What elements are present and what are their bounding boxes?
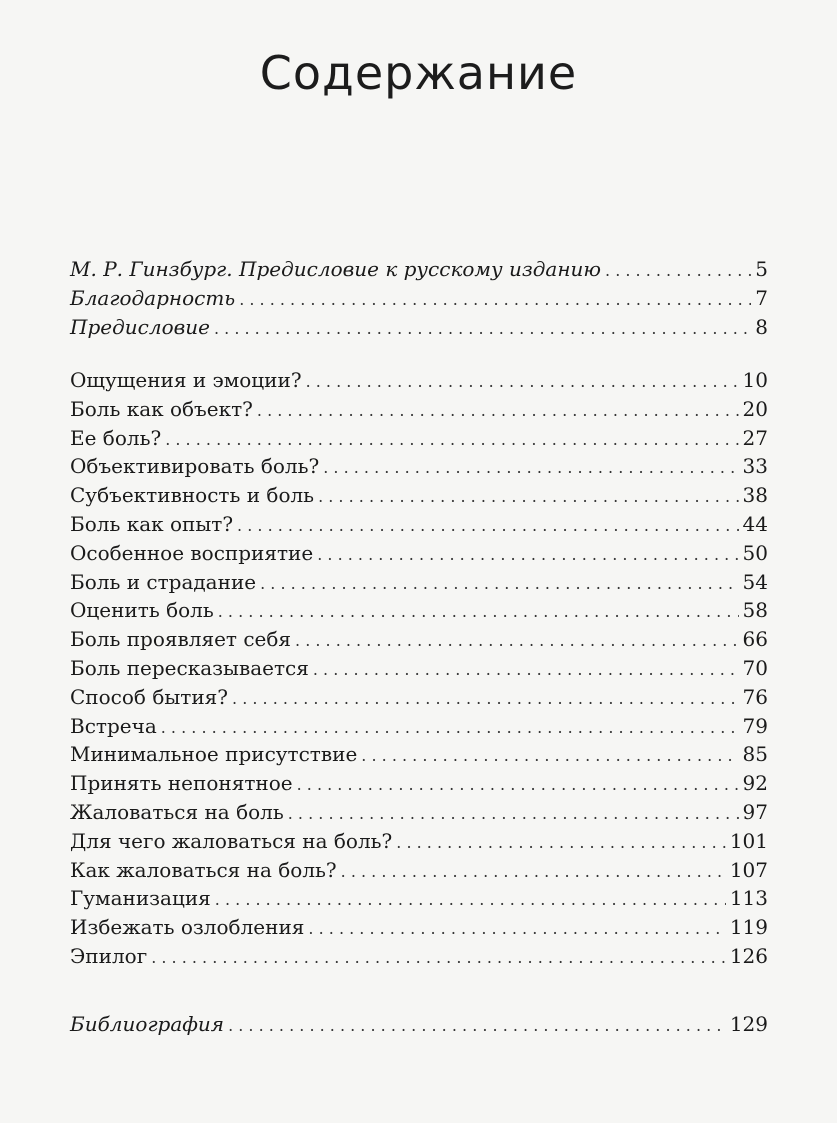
toc-entry-page-number: 101	[729, 828, 768, 853]
toc-entry	[70, 568, 768, 597]
toc-entry-page-number: 33	[742, 454, 768, 479]
toc-entry-title: Ее боль?	[70, 425, 162, 450]
toc-entry-page-number: 76	[742, 684, 768, 709]
toc-entry	[70, 884, 768, 913]
toc-entry-title: Боль и страдание	[70, 569, 257, 594]
dot-leader	[318, 481, 738, 512]
toc-entry-title: Избежать озлобления	[70, 915, 305, 940]
toc-entry	[70, 798, 768, 827]
dot-leader	[232, 683, 739, 714]
toc-entry-title: Боль как опыт?	[70, 511, 234, 536]
toc-entry-page-number: 92	[742, 771, 768, 796]
toc-entry-title: Способ бытия?	[70, 684, 229, 709]
toc-entry-title: Боль проявляет себя	[70, 627, 292, 652]
toc-entry	[70, 942, 768, 971]
dot-leader	[341, 856, 726, 887]
dot-leader	[215, 884, 726, 915]
dot-leader	[361, 740, 738, 771]
toc-entry	[70, 1010, 768, 1039]
toc-entry-title: Субъективность и боль	[70, 483, 315, 508]
dot-leader	[323, 452, 738, 483]
toc-entry-title: Для чего жаловаться на боль?	[70, 828, 393, 853]
toc-entry-page-number: 54	[742, 569, 768, 594]
toc-entry	[70, 481, 768, 510]
toc-entry-page-number: 38	[742, 483, 768, 508]
toc-entry	[70, 395, 768, 424]
toc-entry	[70, 284, 768, 313]
dot-leader	[237, 510, 739, 541]
front-matter-list	[70, 255, 768, 341]
toc-entry-title: Особенное восприятие	[70, 540, 314, 565]
dot-leader	[239, 284, 751, 315]
toc-entry	[70, 683, 768, 712]
toc-entry	[70, 712, 768, 741]
toc-entry-title: Эпилог	[70, 943, 148, 968]
toc-entry-page-number: 5	[755, 257, 768, 281]
toc-entry	[70, 366, 768, 395]
toc-entry-title: Встреча	[70, 713, 157, 738]
toc-entry-page-number: 50	[742, 540, 768, 565]
toc-entry-page-number: 97	[742, 799, 768, 824]
dot-leader	[313, 654, 739, 685]
dot-leader	[297, 769, 739, 800]
toc-entry-page-number: 129	[729, 1012, 768, 1036]
toc-entry	[70, 625, 768, 654]
toc-entry-title: Библиография	[70, 1012, 225, 1036]
toc-entry	[70, 539, 768, 568]
toc-entry	[70, 424, 768, 453]
toc-entry-title: Минимальное присутствие	[70, 742, 358, 767]
toc-entry-title: Объективировать боль?	[70, 454, 320, 479]
toc-entry	[70, 654, 768, 683]
toc-entry	[70, 596, 768, 625]
toc-entry-title: Предисловие	[70, 314, 210, 339]
dot-leader	[218, 596, 739, 627]
toc-entry-page-number: 107	[729, 857, 768, 882]
toc-entry-title: М. Р. Гинзбург. Предисловие к русскому изданию	[70, 257, 602, 281]
dot-leader	[605, 255, 751, 286]
toc-entry-page-number: 20	[742, 396, 768, 421]
dot-leader	[317, 539, 738, 570]
toc-entry	[70, 856, 768, 885]
toc-entry	[70, 255, 768, 284]
toc-entry-title: Благодарность	[70, 285, 236, 310]
back-matter-list	[70, 1010, 768, 1039]
toc-entry	[70, 827, 768, 856]
toc-entry-page-number: 27	[742, 425, 768, 450]
toc-entry-title: Как жаловаться на боль?	[70, 857, 337, 882]
toc-entry	[70, 452, 768, 481]
dot-leader	[306, 366, 739, 397]
toc-entry-title: Оценить боль	[70, 598, 214, 623]
toc-entry-page-number: 79	[742, 713, 768, 738]
dot-leader	[308, 913, 725, 944]
toc-entry-title: Боль пересказывается	[70, 655, 309, 680]
toc-entry-title: Жаловаться на боль	[70, 799, 284, 824]
toc-entry-title: Ощущения и эмоции?	[70, 368, 302, 392]
toc-entry-page-number: 85	[742, 742, 768, 767]
toc-entry	[70, 510, 768, 539]
toc-entry-page-number: 70	[742, 655, 768, 680]
dot-leader	[288, 798, 739, 829]
toc-entry-page-number: 113	[729, 886, 768, 911]
toc-entry-title: Принять непонятное	[70, 771, 293, 796]
toc-entry	[70, 740, 768, 769]
dot-leader	[257, 395, 739, 426]
toc-entry-page-number: 58	[742, 598, 768, 623]
toc-entry-page-number: 119	[729, 915, 768, 940]
dot-leader	[161, 712, 739, 743]
toc-entry-page-number: 44	[742, 511, 768, 536]
toc-entry-page-number: 126	[729, 943, 768, 968]
toc-entry-title: Боль как объект?	[70, 396, 253, 421]
dot-leader	[396, 827, 726, 858]
dot-leader	[165, 424, 738, 455]
page-title: Содержание	[259, 46, 578, 100]
dot-leader	[214, 313, 751, 344]
toc-entry	[70, 313, 768, 342]
dot-leader	[260, 568, 738, 599]
toc-entry-page-number: 10	[742, 368, 768, 392]
chapters-list	[70, 366, 768, 971]
toc-entry	[70, 769, 768, 798]
dot-leader	[295, 625, 739, 656]
toc-entry-page-number: 7	[755, 285, 768, 310]
toc-entry-page-number: 66	[742, 627, 768, 652]
toc-entry-page-number: 8	[755, 314, 768, 339]
dot-leader	[151, 942, 726, 973]
dot-leader	[228, 1010, 726, 1041]
toc-entry-title: Гуманизация	[70, 886, 211, 911]
toc-entry	[70, 913, 768, 942]
